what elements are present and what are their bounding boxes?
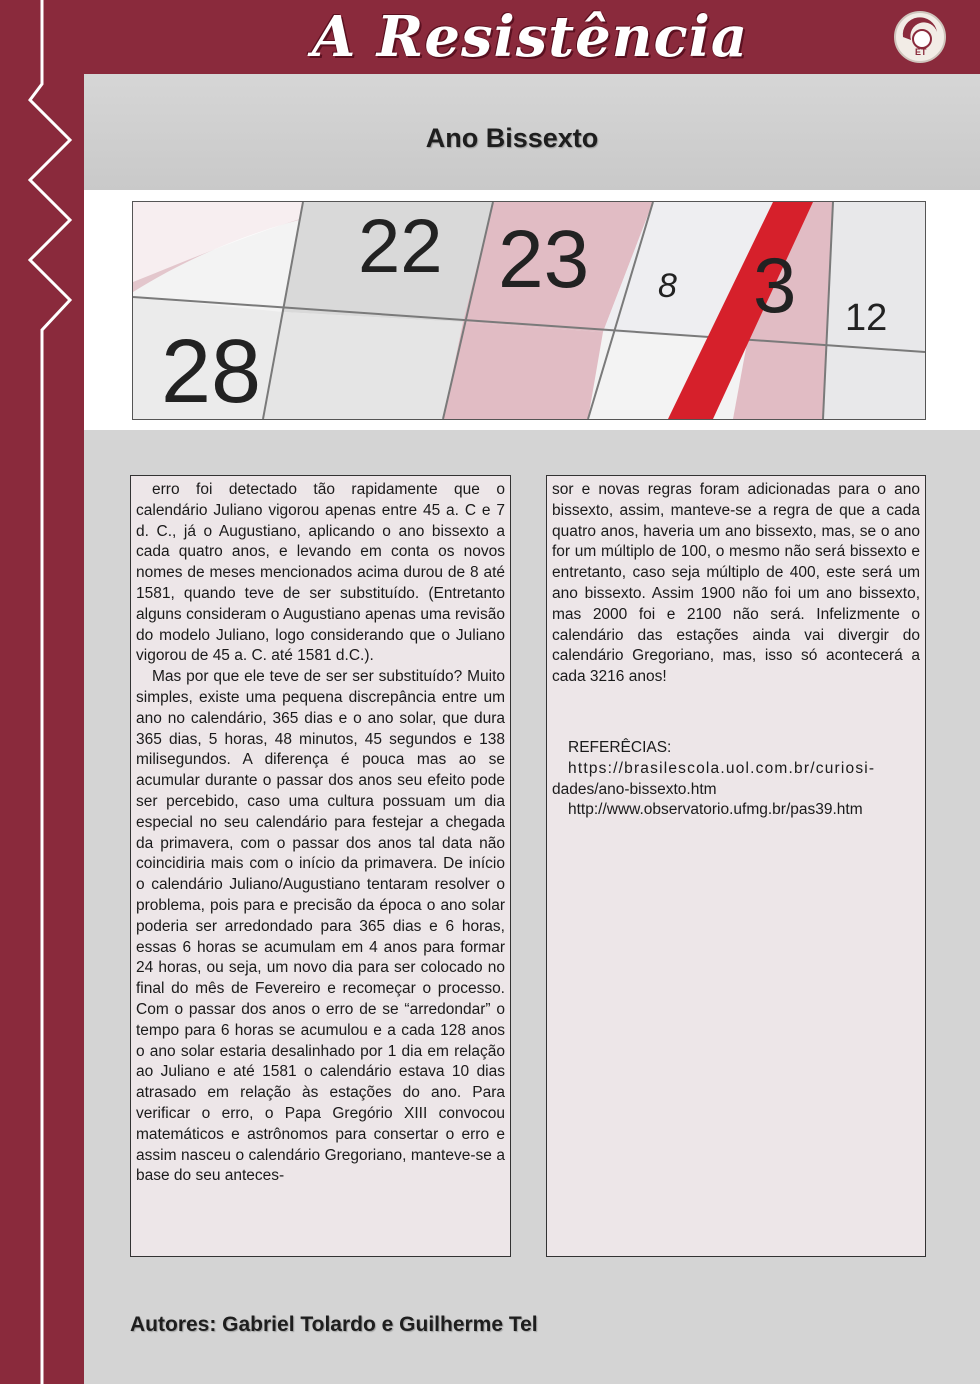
right-paragraph-1: sor e novas regras foram adicionadas para o ano bissexto, assim, manteve-se a regra de que a cada quatro anos, haveria um ano bissexto, mas, se o ano for um múltiplo de 100, o mesmo não será bissexto e entretanto, caso seja múltiplo de 400, este será um ano bissexto. Assim 1900 não foi um ano bissexto, mas 2000 foi e 2100 não será. Infelizmente o calendário das estações ainda vai divergir do calendário Gregoriano, mas, isso só acontecerá a cada 3216 anos!	[552, 481, 920, 686]
calendar-number-3: 3	[753, 241, 797, 329]
article-title: Ano Bissexto	[425, 123, 599, 153]
calendar-number-8: 8	[658, 267, 677, 305]
calendar-number-22: 22	[358, 204, 443, 289]
reference-link-1[interactable]: https://brasilescola.uol.com.br/curiosi-	[568, 759, 876, 777]
references-section	[552, 738, 920, 821]
publication-logo	[893, 10, 947, 64]
left-paragraph-2: Mas por que ele teve de ser ser substituído? Muito simples, existe uma pequena discrepância entre um ano no calendário, 365 dias e o ano solar, que dura 365 dias, 5 horas, 48 minutos, 45 segundos e 138 milisegundos. A diferença é pouca mas ao se acumular durante o passar dos anos seu efeito pode ser percebido, caso uma cultura possuam um dia especial no seu calendário para festejar a chegada da primavera, com o passar dos anos tal data não coincidiria mais com o início da primavera. De início o calendário Juliano/Augustiano tentaram resolver o problema, pois para e precisão da época o ano solar poderia ser arredondado para 365 dias e 6 horas, essas 6 horas se acumulam em 4 anos para formar 24 horas, ou seja, um novo dia para ser colocado no final do mês de Fevereiro e recomeçar o processo. Com o passar dos anos o erro de se “arredondar” o tempo para 6 horas se acumulou e a cada 128 anos o ano solar estaria desalinhado por 1 dia em relação ao Juliano e até 1581 o calendário estava 10 dias atrasado em relação às estações do ano. Para verificar o erro, o Papa Gregório XIII convocou matemáticos e astrônomos para consertar o erro e assim nasceu o calendário Gregoriano, manteve-se a base do seu anteces-	[136, 668, 505, 1185]
zigzag-line-ornament	[0, 0, 84, 1384]
authors-credit: Autores: Gabriel Tolardo e Guilherme Tel	[130, 1313, 538, 1336]
references-title: REFERÊCIAS:	[568, 738, 672, 756]
calendar-illustration	[133, 202, 925, 419]
calendar-number-12: 12	[845, 297, 888, 339]
masthead-title: A Resistência	[311, 4, 749, 70]
logo-lettering: ET	[915, 47, 927, 57]
calendar-number-28: 28	[161, 322, 262, 419]
article-column-left	[130, 475, 511, 1257]
article-column-right	[546, 475, 926, 1257]
reference-link-2[interactable]: http://www.observatorio.ufmg.br/pas39.htm	[568, 801, 863, 819]
calendar-number-23: 23	[498, 214, 590, 305]
calendar-photo	[132, 201, 926, 420]
reference-link-1-continued[interactable]: dades/ano-bissexto.htm	[552, 780, 717, 798]
left-paragraph-1: erro foi detectado tão rapidamente que o calendário Juliano vigorou apenas entre 45 a. C e 7 d. C., já o Augustiano, aplicando o ano bissexto a cada quatro anos, e levando em conta os novos nomes de meses mencionados acima durou de 8 até 1581, quando teve de ser substituído. (Entretanto alguns consideram o Augustiano apenas uma revisão do modelo Juliano, logo considerando que o Juliano vigorou de 45 a. C. até 1581 d.C.).	[136, 481, 505, 665]
